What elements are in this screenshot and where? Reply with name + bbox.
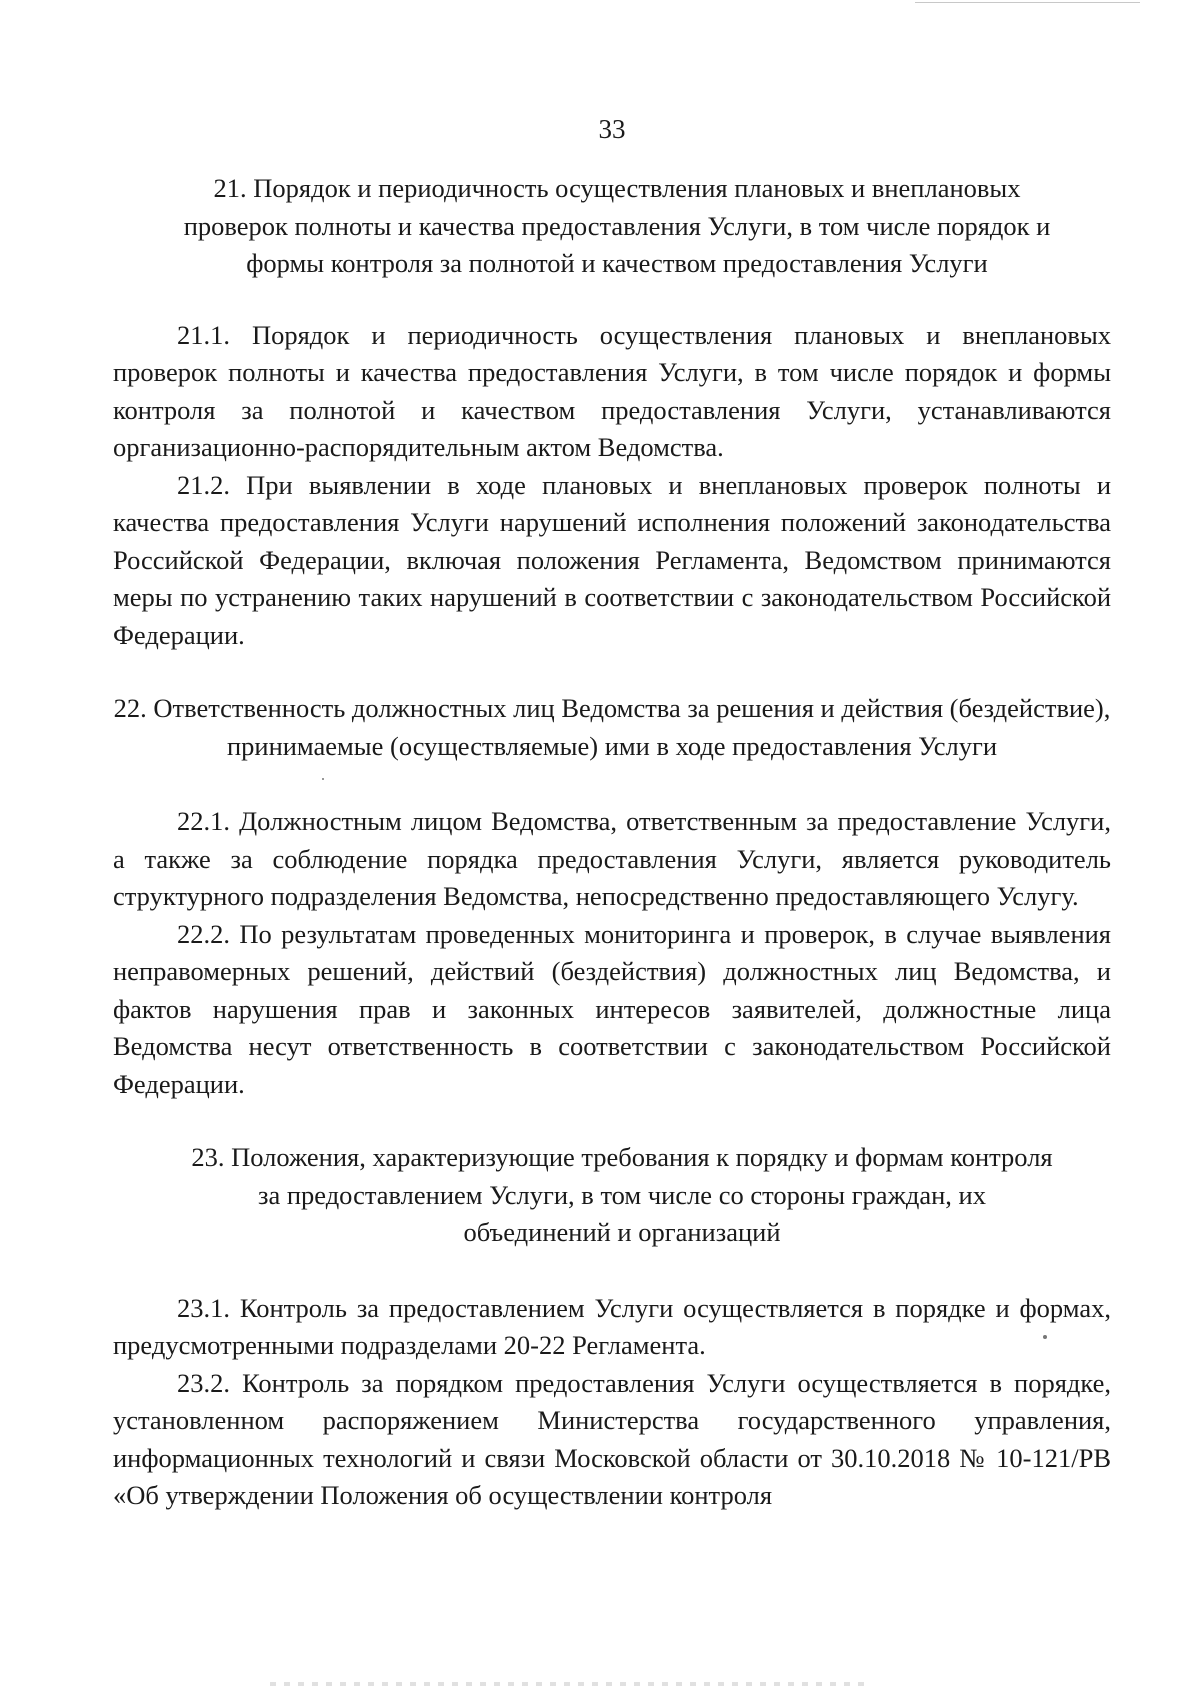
section-21: [113, 170, 1111, 654]
paragraph: 23.1. Контроль за предоставлением Услуги осуществляется в порядке и формах, предусмотренными подразделами 20-22 Регламента.: [113, 1292, 1111, 1360]
document-page: [113, 112, 1111, 1515]
scan-speck: [1043, 1335, 1047, 1339]
paragraph: 23.2. Контроль за порядком предоставления Услуги осуществляется в порядке, установленном распоряжением Министерства государственного управления, информационных технологий и связи Московской области от 30.10.2018 № 10-121/РВ «Об утверждении Положения об осуществлении контроля: [113, 1367, 1111, 1510]
paragraph: 22.1. Должностным лицом Ведомства, ответственным за предоставление Услуги, а также за соблюдение порядка предоставления Услуги, является руководитель структурного подразделения Ведомства, непосредственно предоставляющего Услугу.: [113, 806, 1111, 911]
scan-artifact-line: [915, 2, 1140, 3]
paragraph: 21.1. Порядок и периодичность осуществления плановых и внеплановых проверок полноты и качества предоставления Услуги, в том числе порядок и формы контроля за полнотой и качеством предоставления Услуги, устанавливаются организационно-распорядительным актом Ведомства.: [113, 319, 1111, 462]
section-23: [113, 1139, 1111, 1515]
section-22: [113, 690, 1111, 1103]
section-heading: 23. Положения, характеризующие требования к порядку и формам контроля за предоставлением Услуги, в том числе со стороны граждан, их объединений и организаций: [191, 1142, 1053, 1247]
section-heading: 21. Порядок и периодичность осуществления плановых и внеплановых проверок полноты и качества предоставления Услуги, в том числе порядок и формы контроля за полнотой и качеством предоставления Услуги: [183, 173, 1051, 278]
paragraph: 21.2. При выявлении в ходе плановых и внеплановых проверок полноты и качества предоставления Услуги нарушений исполнения положений законодательства Российской Федерации, включая положения Регламента, Ведомством принимаются меры по устранению таких нарушений в соответствии с законодательством Российской Федерации.: [113, 469, 1111, 650]
section-heading: 22. Ответственность должностных лиц Ведомства за решения и действия (бездействие), принимаемые (осуществляемые) ими в ходе предоставления Услуги: [113, 693, 1111, 761]
page-number: 33: [598, 114, 626, 144]
scan-speck: [322, 778, 324, 780]
paragraph: 22.2. По результатам проведенных мониторинга и проверок, в случае выявления неправомерных решений, действий (бездействия) должностных лиц Ведомства, и фактов нарушения прав и законных интересов заявителей, должностные лица Ведомства несут ответственность в соответствии с законодательством Российской Федерации.: [113, 918, 1111, 1099]
scan-noise: [270, 1682, 870, 1686]
